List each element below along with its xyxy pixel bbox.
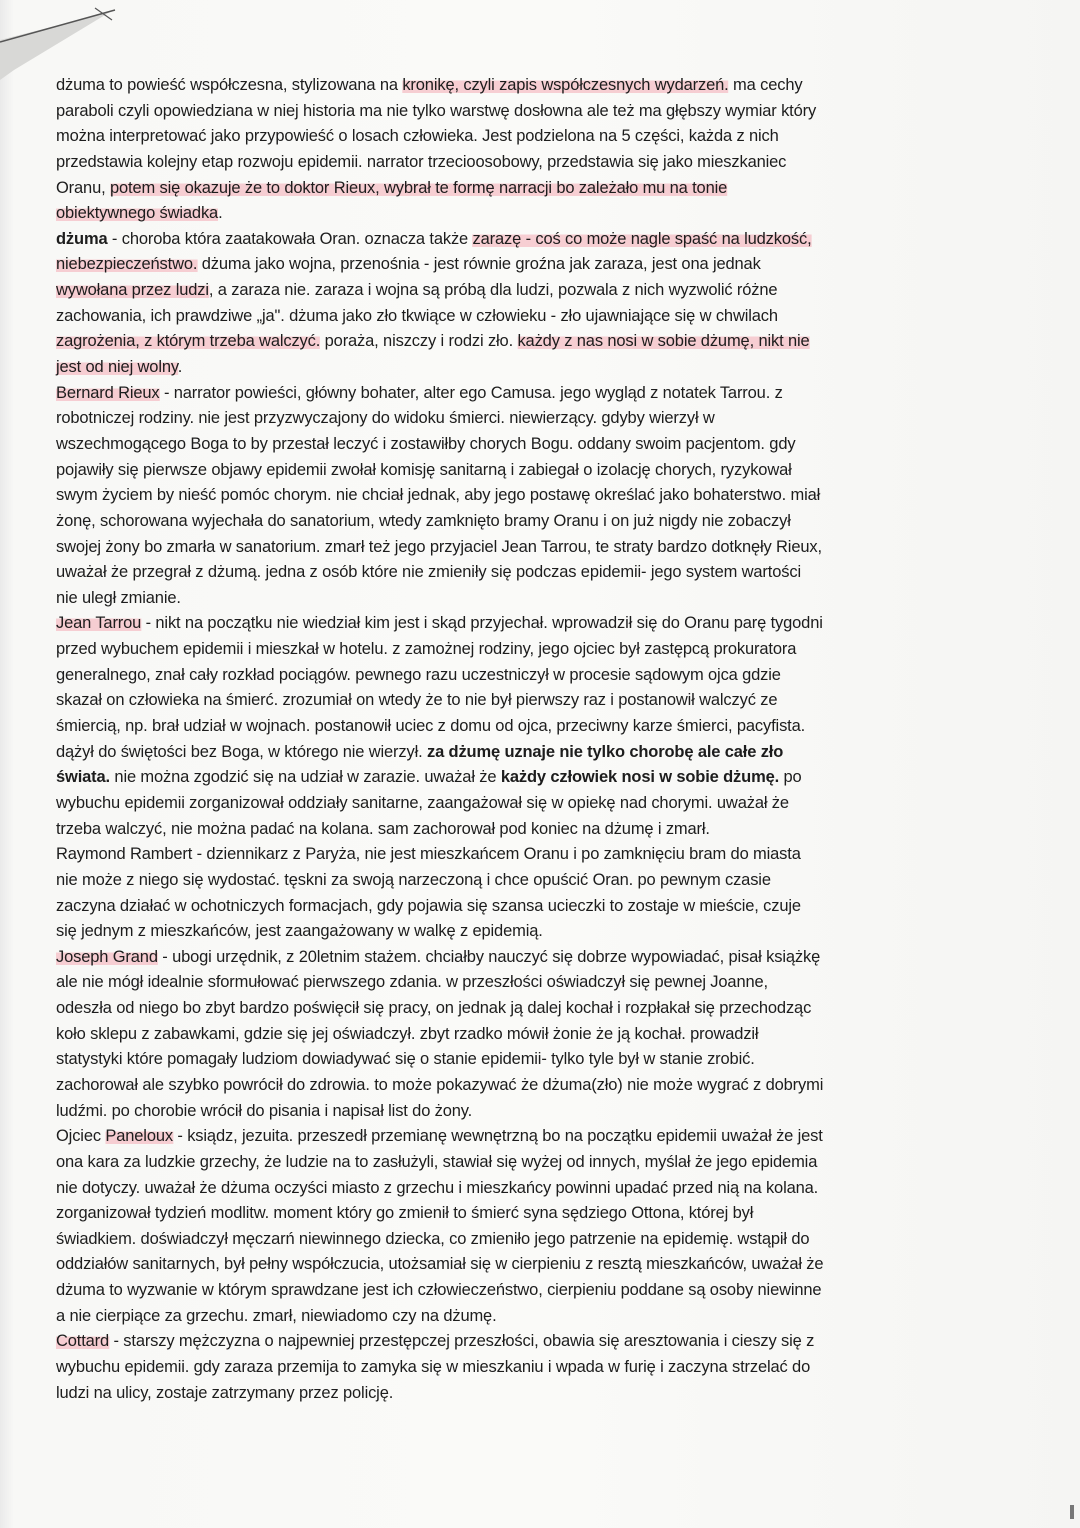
text-line xyxy=(56,98,987,124)
text-segment: dżuma jako wojna, przenośnia - jest równie groźna jak zaraza, jest ona jednak xyxy=(197,254,761,274)
text-line xyxy=(56,508,987,534)
text-line xyxy=(56,1380,987,1406)
text-segment: odeszła od niego bo zbyt bardzo poświęcił się pracy, on jednak ją dalej kochał i rozpłakał się przechodząc xyxy=(56,998,812,1018)
text-line xyxy=(56,123,987,149)
text-segment: przed wybuchem epidemii i mieszkał w hotelu. z zamożnej rodziny, jego ojciec był zastępcą prokuratora xyxy=(56,639,797,659)
text-segment: paraboli czyli opowiedziana w niej historia ma nie tylko warstwę dosłowna ale też ma głębszy wymiar który xyxy=(56,100,817,120)
text-segment: nie uległ zmianie. xyxy=(56,587,181,607)
text-line xyxy=(56,380,987,406)
bold-text: za dżumę uznaje nie tylko chorobę ale całe zło xyxy=(426,741,784,761)
text-segment: świadkiem. doświadczył męczarń niewinnego dziecka, co zmieniło jego patrzenie na epidemię. wstąpił do xyxy=(56,1228,810,1248)
text-segment: swym życiem by nieść pomóc chorym. nie chciał jednak, aby jego postawę określać jako bohaterstwo. miał xyxy=(56,485,821,505)
text-segment: . xyxy=(218,203,223,223)
text-line xyxy=(56,303,987,329)
text-segment: - starszy mężczyzna o najpewniej przestępczej przeszłości, obawia się aresztowania i cieszy się z xyxy=(109,1331,815,1351)
text-line xyxy=(56,790,987,816)
text-line xyxy=(56,918,987,944)
text-segment: koło sklepu z zabawkami, gdzie się jej oświadczył. zbyt rzadko mówił żonie że ją kochał. prowadził xyxy=(56,1023,759,1043)
text-line xyxy=(56,1098,987,1124)
highlighted-text: zagrożenia, z którym trzeba walczyć. xyxy=(56,331,321,351)
text-segment: - ksiądz, jezuita. przeszedł przemianę wewnętrzną bo na początku epidemii uważał że jest xyxy=(172,1126,823,1146)
text-segment: się jednym z mieszkańców, jest zaangażowany w walkę z epidemią. xyxy=(56,921,543,941)
highlighted-text: zarazę - coś co może nagle spaść na ludzkość, xyxy=(472,228,812,248)
text-segment: poraża, niszczy i rodzi zło. xyxy=(320,331,518,351)
text-line xyxy=(56,457,987,483)
edge-mark xyxy=(1070,1505,1074,1519)
text-segment: wybuchu epidemii zorganizował oddziały sanitarne, zaangażował się w opiekę nad chorymi. uważał że xyxy=(56,792,789,812)
text-line xyxy=(56,816,987,842)
text-segment: swojej żony bo zmarła w sanatorium. zmarł też jego przyjaciel Jean Tarrou, te straty bardzo dotknęły Rieux, xyxy=(56,536,822,556)
highlighted-text: kronikę, czyli zapis współczesnych wydarzeń. xyxy=(402,75,729,94)
text-segment: po xyxy=(779,767,802,787)
text-segment: statystyki które pomagały ludziom dowiadywać się o stanie epidemii- tylko tyle był w stanie zrobić. xyxy=(56,1049,755,1069)
text-segment: oddziałów sanitarnych, był pełny współczucia, utożsamiał się w cierpieniu z resztą mieszkańców, uważał że xyxy=(56,1254,824,1274)
highlighted-text: jest od niej wolny xyxy=(56,357,178,377)
text-line xyxy=(56,1354,987,1380)
text-line xyxy=(56,200,987,226)
bold-text: świata. xyxy=(56,767,110,787)
text-segment: , a zaraza nie. zaraza i wojna są próbą dla ludzi, pozwala z nich wyzwolić różne xyxy=(208,280,778,300)
text-line xyxy=(56,610,987,636)
highlighted-text: niebezpieczeństwo. xyxy=(56,254,198,274)
text-segment: Oranu, xyxy=(56,177,110,197)
text-segment: Ojciec xyxy=(56,1126,106,1146)
text-segment: można interpretować jako przypowieść o losach człowieka. Jest podzielona na 5 części, każda z nich xyxy=(56,126,779,146)
text-line xyxy=(56,1328,987,1354)
text-segment: dążył do świętości bez Boga, w którego nie wierzył. xyxy=(56,741,427,761)
highlighted-text: Cottard xyxy=(56,1331,110,1351)
text-line xyxy=(56,431,987,457)
text-line xyxy=(56,585,987,611)
text-line xyxy=(56,739,987,765)
folded-corner-mark xyxy=(0,0,130,80)
text-line xyxy=(56,1046,987,1072)
bold-text: każdy człowiek nosi w sobie dżumę. xyxy=(500,767,780,787)
text-segment: nie dotyczy. uważał że dżuma oczyści miasto z grzechu i mieszkańcy powinni upadać przed nią na kolana. xyxy=(56,1177,819,1197)
text-line xyxy=(56,405,987,431)
text-segment: dżuma to powieść współczesna, stylizowana na xyxy=(56,75,403,94)
text-segment: ma cechy xyxy=(728,75,803,94)
text-segment: . xyxy=(177,357,183,377)
highlighted-text: potem się okazuje że to doktor Rieux, wybrał te formę narracji bo zależało mu na tonie xyxy=(109,177,728,197)
text-line xyxy=(56,1123,987,1149)
bold-text: dżuma xyxy=(56,228,108,248)
text-segment: śmiercią, np. brał udział w wojnach. postanowił uciec z domu od ojca, przeciwny karze śmierci, pacyfista. xyxy=(56,716,806,736)
text-segment: pojawiły się pierwsze objawy epidemii zwołał komisję sanitarną i zabiegał o izolację chorych, ryzykował xyxy=(56,459,792,479)
text-segment: nie można zgodzić się na udział w zarazie. uważał że xyxy=(109,767,501,787)
text-line xyxy=(56,1251,987,1277)
highlighted-text: Joseph Grand xyxy=(56,946,158,966)
text-segment: ale nie mógł idealnie sformułować pierwszego zdania. w przeszłości oświadczył się pewnej Joanne, xyxy=(56,972,768,992)
text-line xyxy=(56,534,987,560)
text-segment: zachorował ale szybko powrócił do zdrowia. to może pokazywać że dżuma(zło) nie może wygrać z dobrymi xyxy=(56,1074,824,1094)
text-line xyxy=(56,149,987,175)
text-line xyxy=(56,1021,987,1047)
text-segment: nie może z niego się wydostać. tęskni za swoją narzeczoną i chce opuścić Oran. po pewnym czasie xyxy=(56,869,771,889)
text-line xyxy=(56,1277,987,1303)
text-line xyxy=(56,867,987,893)
text-segment: żonę, schorowana wyjechała do sanatorium, wtedy zamknięto bramy Oranu i on już nigdy nie zobaczył xyxy=(56,510,791,530)
text-segment: wybuchu epidemii. gdy zaraza przemija to zamyka się w mieszkaniu i wpada w furię i zaczyna strzelać do xyxy=(56,1357,811,1377)
text-line xyxy=(56,175,987,201)
text-segment: generalnego, znał cały rozkład pociągów. pewnego razu uczestniczył w procesie sądowym ojca gdzie xyxy=(56,664,781,684)
text-line xyxy=(56,72,987,98)
text-segment: - narrator powieści, główny bohater, alter ego Camusa. jego wygląd z notatek Tarrou. z xyxy=(159,382,783,402)
text-segment: dżuma to wyzwanie w którym sprawdzane jest ich człowieczeństwo, cierpieniu poddane są osoby niewinne xyxy=(56,1280,822,1300)
text-segment: - nikt na początku nie wiedział kim jest i skąd przyjechał. wprowadził się do Oranu parę tygodni xyxy=(141,613,823,633)
text-segment: robotniczej rodziny. nie jest przyzwyczajony do widoku śmierci. niewierzący. gdyby wierzył w xyxy=(56,408,715,428)
text-segment: skazał on człowieka na śmierć. zrozumiał on wtedy że to nie był pierwszy raz i postanowił walczyć ze xyxy=(56,690,778,710)
text-line xyxy=(56,226,987,252)
text-line xyxy=(56,713,987,739)
highlighted-text: obiektywnego świadka xyxy=(56,203,219,223)
text-segment: ludzi na ulicy, zostaje zatrzymany przez policję. xyxy=(56,1382,394,1402)
highlighted-text: Bernard Rieux xyxy=(56,382,160,402)
text-segment: Raymond Rambert - dziennikarz z Paryża, nie jest mieszkańcem Oranu i po zamknięciu bram do miasta xyxy=(56,844,801,864)
highlighted-text: Paneloux xyxy=(105,1126,173,1146)
text-line xyxy=(56,1072,987,1098)
text-line xyxy=(56,1175,987,1201)
text-segment: zorganizował tydzień modlitw. moment który go zmienił to śmierć syna sędziego Ottona, której był xyxy=(56,1203,754,1223)
text-segment: zachowania, ich prawdziwe „ja". dżuma jako zło tkwiące w człowieku - zło ujawniające się w chwilach xyxy=(56,305,778,325)
text-line xyxy=(56,893,987,919)
text-segment: - choroba która zaatakowała Oran. oznacza także xyxy=(107,228,473,248)
text-segment: ona kara za ludzkie grzechy, że ludzie na to zasłużyli, stawiał się wyżej od innych, myślał że jego epidemia xyxy=(56,1151,818,1171)
text-line xyxy=(56,559,987,585)
text-line xyxy=(56,1303,987,1329)
text-line xyxy=(56,482,987,508)
text-segment: przedstawia kolejny etap rozwoju epidemii. narrator trzecioosobowy, przedstawia się jako mieszkaniec xyxy=(56,151,787,171)
text-segment: - ubogi urzędnik, z 20letnim stażem. chciałby nauczyć się dobrze wypowiadać, pisał książkę xyxy=(157,946,821,966)
document-body xyxy=(56,72,987,1405)
text-segment: ludźmi. po chorobie wrócił do pisania i napisał list do żony. xyxy=(56,1100,473,1120)
highlighted-text: Jean Tarrou xyxy=(56,613,142,633)
text-line xyxy=(56,687,987,713)
highlighted-text: wywołana przez ludzi xyxy=(56,280,209,300)
text-line xyxy=(56,662,987,688)
text-segment: zaczyna działać w ochotniczych formacjach, gdy pojawia się szansa ucieczki to zostaje w mieście, czuje xyxy=(56,895,801,915)
text-line xyxy=(56,354,987,380)
text-line xyxy=(56,944,987,970)
text-segment: a nie cierpiące za grzechu. zmarł, niewiadomo czy na dżumę. xyxy=(56,1305,497,1325)
text-line xyxy=(56,841,987,867)
text-line xyxy=(56,1226,987,1252)
text-segment: uważał że przegrał z dżumą. jedna z osób które nie zmieniły się podczas epidemii- jego system wartości xyxy=(56,562,801,582)
text-line xyxy=(56,764,987,790)
text-line xyxy=(56,328,987,354)
text-line xyxy=(56,1149,987,1175)
text-line xyxy=(56,636,987,662)
text-segment: wszechmogącego Boga to by przestał leczyć i zostawiłby chorych Bogu. oddany swoim pacjentom. gdy xyxy=(56,433,796,453)
text-line xyxy=(56,969,987,995)
highlighted-text: każdy z nas nosi w sobie dżumę, nikt nie xyxy=(517,331,810,351)
text-line xyxy=(56,995,987,1021)
text-line xyxy=(56,277,987,303)
text-line xyxy=(56,251,987,277)
text-line xyxy=(56,1200,987,1226)
text-segment: trzeba walczyć, nie można padać na kolana. sam zachorował pod koniec na dżumę i zmarł. xyxy=(56,818,710,838)
